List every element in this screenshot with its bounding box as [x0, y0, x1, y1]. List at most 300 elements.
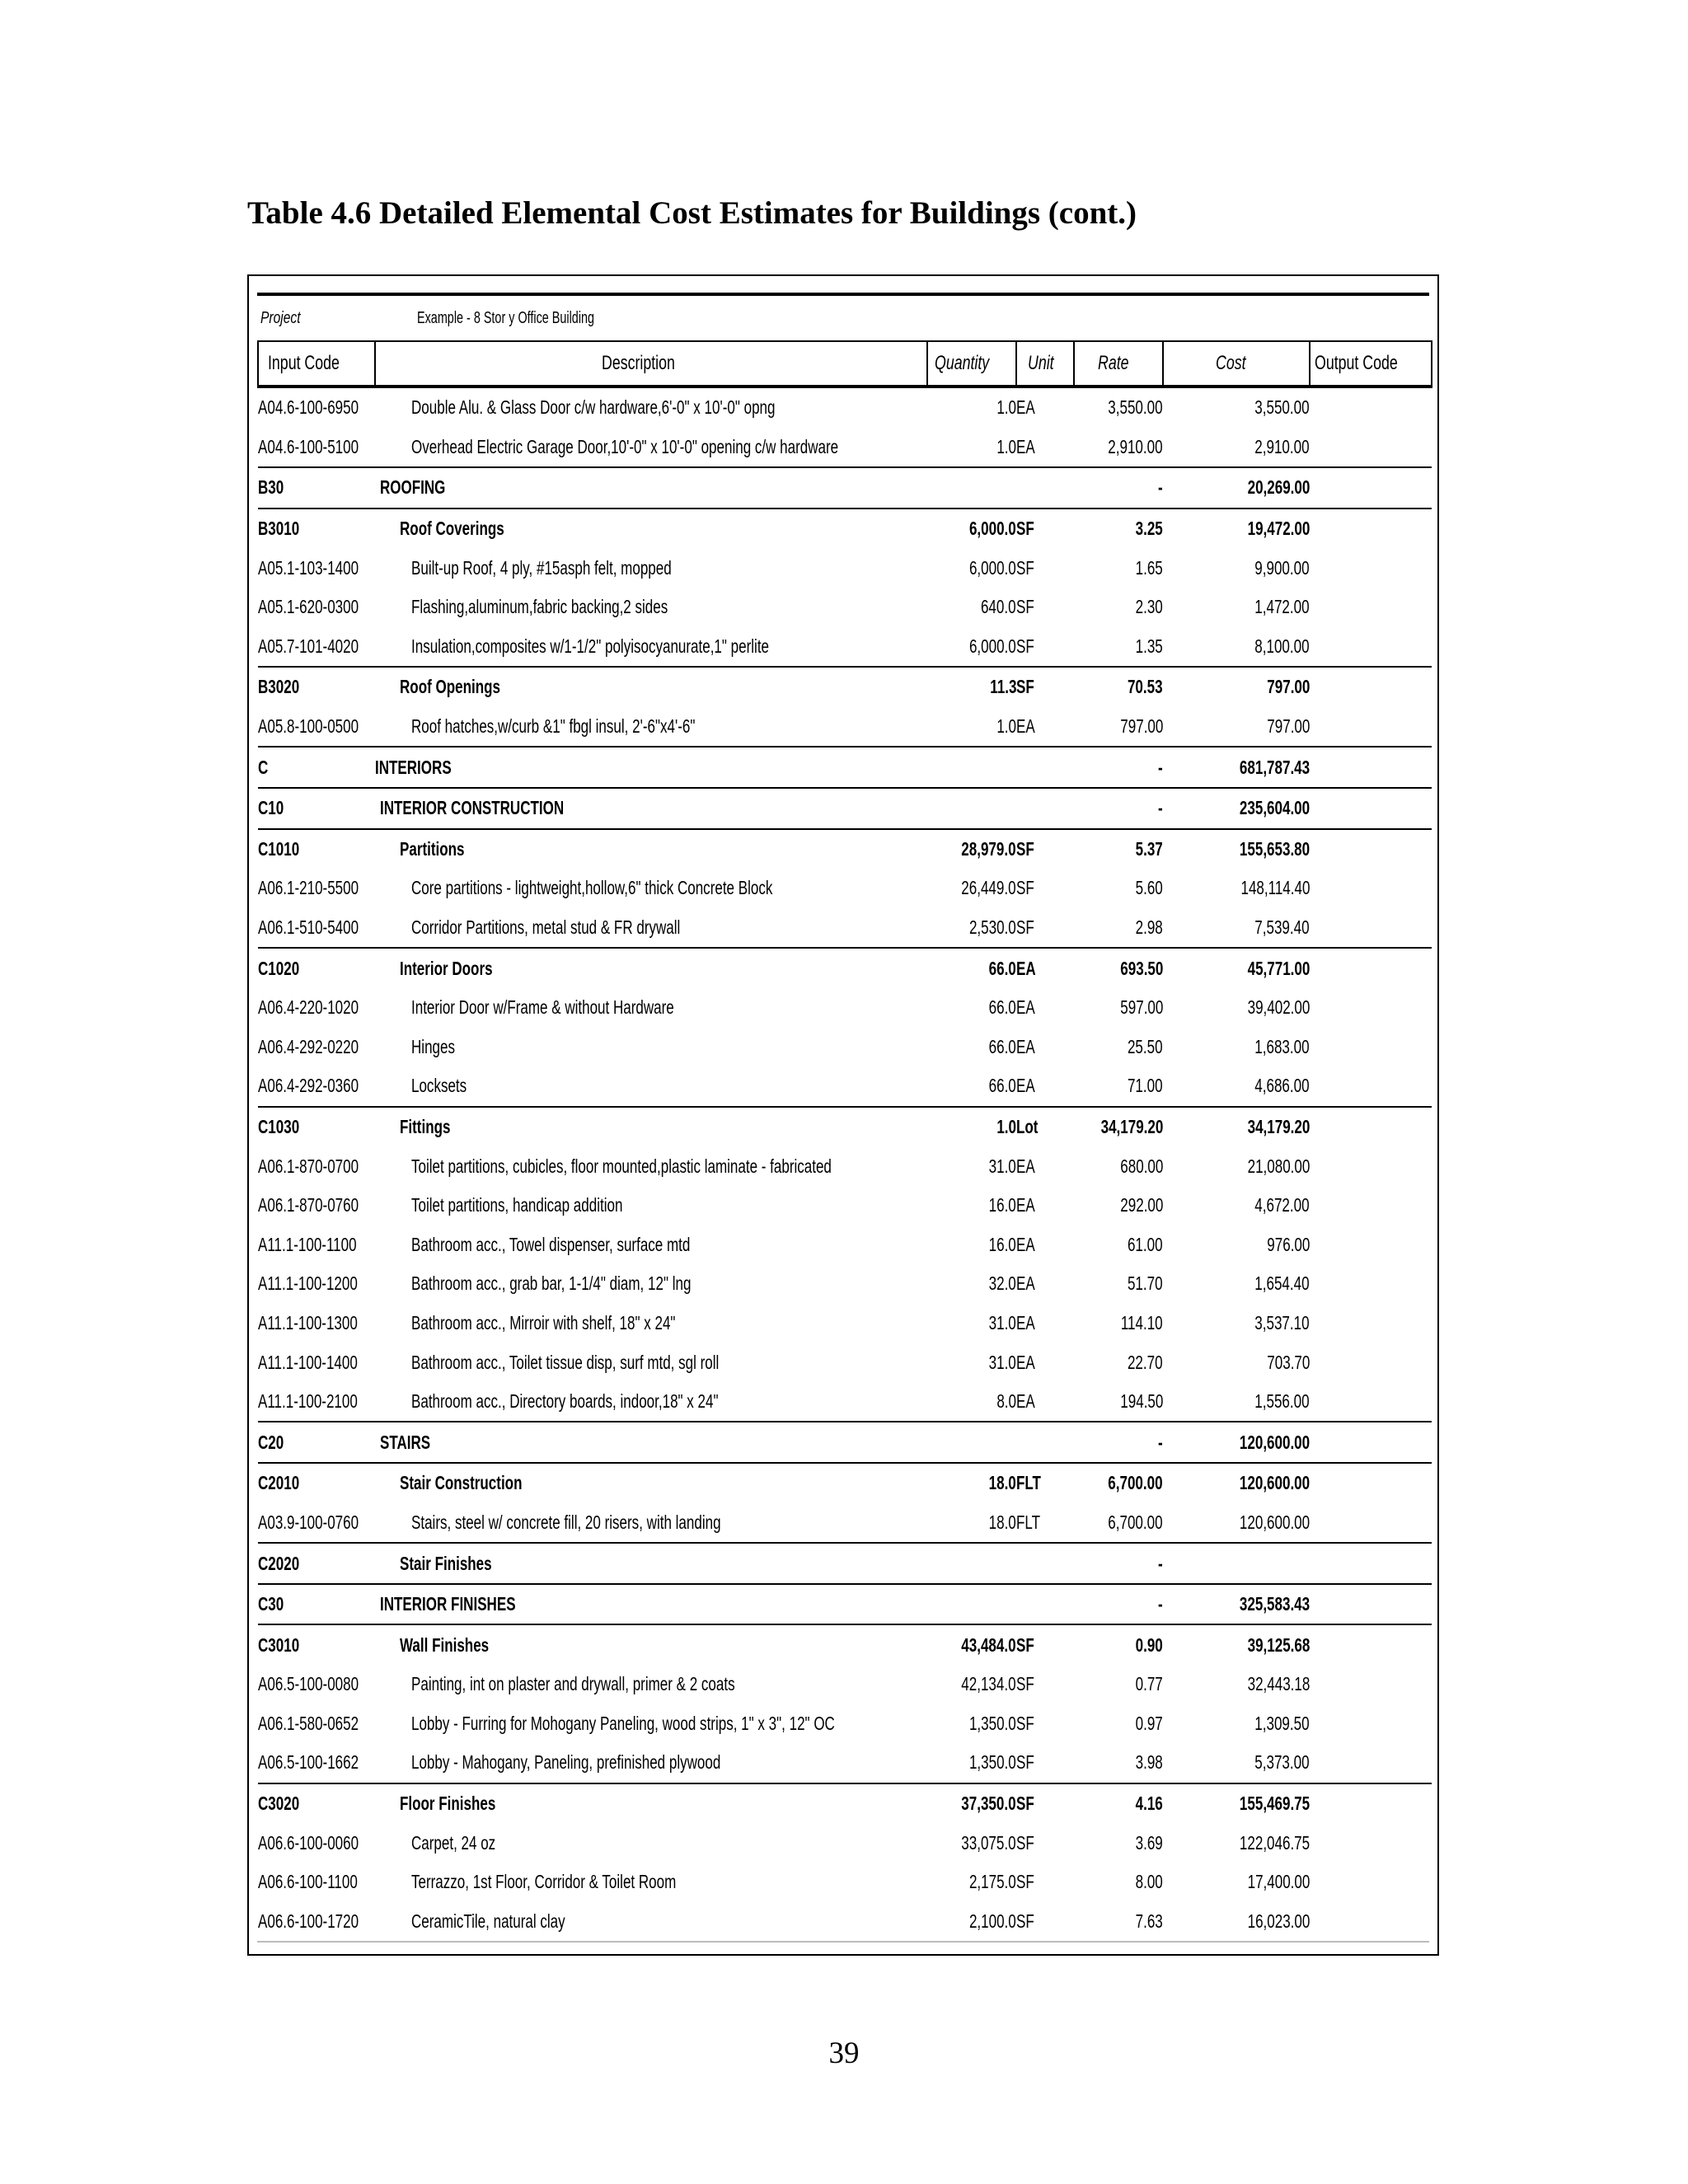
rate-cell: 3.69 — [1135, 1831, 1163, 1854]
rate-cell: 693.50 — [1074, 948, 1163, 988]
quantity-cell: 43,484.0 — [927, 1624, 1016, 1665]
cost-cell: 34,179.20 — [1163, 1107, 1310, 1147]
cost-cell: 19,472.00 — [1163, 509, 1310, 549]
input-code-cell: A06.5-100-0080 — [258, 1673, 359, 1695]
subgroup-row — [258, 1783, 1432, 1824]
cost-cell: 1,309.50 — [1254, 1712, 1310, 1734]
unit-cell — [1016, 788, 1074, 829]
cost-cell: 797.00 — [1163, 667, 1310, 707]
input-code-cell: C2020 — [258, 1543, 375, 1584]
cost-cell: 235,604.00 — [1163, 788, 1310, 829]
cost-cell: 4,672.00 — [1254, 1194, 1310, 1216]
cost-cell: 32,443.18 — [1247, 1673, 1310, 1695]
cost-cell: 1,556.00 — [1254, 1390, 1310, 1413]
input-code-cell: A06.6-100-0060 — [258, 1831, 359, 1854]
quantity-cell: 31.0 — [988, 1351, 1016, 1373]
output-code-cell — [1310, 1863, 1432, 1902]
description-cell: Painting, int on plaster and drywall, primer & 2 coats — [411, 1673, 735, 1695]
input-code-cell: A03.9-100-0760 — [258, 1511, 359, 1533]
unit-cell: SF — [1016, 1871, 1034, 1893]
rate-cell: 6,700.00 — [1108, 1511, 1163, 1533]
quantity-cell: 66.0 — [927, 948, 1016, 988]
rate-cell: 797.00 — [1119, 715, 1163, 738]
unit-cell: EA — [1016, 948, 1074, 988]
table-row — [258, 1343, 1432, 1382]
rate-cell: 1.65 — [1135, 556, 1163, 579]
rate-cell: 3,550.00 — [1108, 396, 1163, 419]
cost-cell: 155,653.80 — [1163, 829, 1310, 869]
description-cell: INTERIORS — [375, 747, 927, 788]
input-code-cell: A11.1-100-1100 — [258, 1233, 357, 1255]
unit-cell: EA — [1016, 996, 1035, 1019]
rate-cell: 1.35 — [1135, 635, 1163, 657]
quantity-cell: 6,000.0 — [927, 509, 1016, 549]
table-row — [258, 908, 1432, 949]
rate-cell: 0.97 — [1135, 1712, 1163, 1734]
input-code-cell: A05.1-103-1400 — [258, 556, 359, 579]
quantity-cell — [927, 788, 1016, 829]
output-code-cell — [1310, 988, 1432, 1028]
cost-cell: 122,046.75 — [1239, 1831, 1310, 1854]
unit-cell: EA — [1016, 715, 1035, 738]
input-code-cell: A06.1-870-0760 — [258, 1194, 359, 1216]
output-code-cell — [1310, 1743, 1432, 1783]
description-cell: Lobby - Furring for Mohogany Paneling, wood strips, 1" x 3", 12" OC — [411, 1712, 835, 1734]
table-row — [258, 1186, 1432, 1226]
rate-cell: 0.77 — [1135, 1673, 1163, 1695]
unit-cell — [1016, 1543, 1074, 1584]
unit-cell: Lot — [1016, 1107, 1074, 1147]
output-code-cell — [1310, 1422, 1432, 1463]
cost-cell: 7,539.40 — [1254, 916, 1310, 939]
unit-cell: EA — [1016, 435, 1035, 457]
table-row — [258, 1028, 1432, 1067]
subgroup-row — [258, 1624, 1432, 1665]
unit-cell: SF — [1016, 1831, 1034, 1854]
output-code-cell — [1310, 1543, 1432, 1584]
output-code-cell — [1310, 1382, 1432, 1422]
subgroup-row — [258, 509, 1432, 549]
unit-cell: SF — [1016, 635, 1034, 657]
input-code-cell: A06.1-870-0700 — [258, 1155, 359, 1177]
description-cell: INTERIOR CONSTRUCTION — [375, 788, 927, 829]
unit-cell: EA — [1016, 1233, 1035, 1255]
table-row — [258, 1146, 1432, 1186]
quantity-cell: 1.0 — [996, 396, 1016, 419]
description-cell: Double Alu. & Glass Door c/w hardware,6'-0" x 10'-0" opng — [411, 396, 776, 419]
cost-cell: 120,600.00 — [1239, 1511, 1310, 1533]
table-row — [258, 428, 1432, 468]
quantity-cell: 66.0 — [988, 996, 1016, 1019]
input-code-cell: C — [258, 747, 375, 788]
output-code-cell — [1310, 627, 1432, 668]
input-code-cell: A05.1-620-0300 — [258, 596, 359, 618]
description-cell: Stairs, steel w/ concrete fill, 20 risers, with landing — [411, 1511, 721, 1533]
quantity-cell: 33,075.0 — [961, 1831, 1016, 1854]
unit-cell: SF — [1016, 829, 1074, 869]
unit-cell: EA — [1016, 1035, 1035, 1057]
rate-cell: 7.63 — [1135, 1910, 1163, 1932]
input-code-cell: A11.1-100-1300 — [258, 1311, 358, 1333]
rate-cell: - — [1074, 467, 1163, 509]
quantity-cell: 2,530.0 — [969, 916, 1016, 939]
group-row — [258, 747, 1432, 788]
table-row — [258, 1863, 1432, 1902]
description-cell: Stair Construction — [375, 1463, 927, 1503]
unit-cell: SF — [1016, 1751, 1034, 1774]
input-code-cell: C3010 — [258, 1624, 375, 1665]
page-number: 39 — [828, 2036, 860, 2070]
cost-cell: 797.00 — [1266, 715, 1310, 738]
cost-estimate-table — [257, 340, 1432, 1941]
description-cell: Bathroom acc., grab bar, 1-1/4" diam, 12" lng — [411, 1272, 692, 1295]
description-cell: ROOFING — [375, 467, 927, 509]
description-cell: Roof Openings — [375, 667, 927, 707]
output-code-cell — [1310, 869, 1432, 908]
unit-cell — [1016, 1422, 1074, 1463]
quantity-cell: 1.0 — [996, 715, 1016, 738]
unit-cell: EA — [1016, 1351, 1035, 1373]
output-code-cell — [1310, 1902, 1432, 1942]
input-code-cell: A11.1-100-1200 — [258, 1272, 358, 1295]
description-cell: Roof hatches,w/curb &1" fbgl insul, 2'-6"x4'-6" — [411, 715, 696, 738]
cost-cell: 3,550.00 — [1254, 396, 1310, 419]
quantity-cell: 37,350.0 — [927, 1783, 1016, 1824]
table-row — [258, 1264, 1432, 1304]
col-header-unit: Unit — [1016, 341, 1074, 387]
cost-cell: 8,100.00 — [1254, 635, 1310, 657]
table-row — [258, 988, 1432, 1028]
description-cell: Built-up Roof, 4 ply, #15asph felt, mopped — [411, 556, 672, 579]
cost-cell: 3,537.10 — [1254, 1311, 1310, 1333]
unit-cell: FLT — [1016, 1463, 1074, 1503]
cost-cell: 9,900.00 — [1254, 556, 1310, 579]
project-value: Example - 8 Stor y Office Building — [417, 309, 595, 327]
input-code-cell: B3010 — [258, 509, 375, 549]
input-code-cell: C20 — [258, 1422, 375, 1463]
cost-cell: 1,683.00 — [1254, 1035, 1310, 1057]
table-header-row — [258, 341, 1432, 387]
unit-cell: SF — [1016, 509, 1074, 549]
output-code-cell — [1310, 747, 1432, 788]
input-code-cell: A06.5-100-1662 — [258, 1751, 359, 1774]
cost-cell: 148,114.40 — [1240, 877, 1310, 899]
rate-cell: 4.16 — [1074, 1783, 1163, 1824]
quantity-cell: 1,350.0 — [969, 1712, 1016, 1734]
quantity-cell: 1,350.0 — [969, 1751, 1016, 1774]
description-cell: Interior Doors — [375, 948, 927, 988]
description-cell: Locksets — [411, 1075, 467, 1097]
output-code-cell — [1310, 467, 1432, 509]
table-frame — [247, 274, 1439, 1956]
table-row — [258, 387, 1432, 428]
col-header-output-code: Output Code — [1310, 341, 1432, 387]
input-code-cell: B3020 — [258, 667, 375, 707]
group-row — [258, 1584, 1432, 1625]
unit-cell: SF — [1016, 1910, 1034, 1932]
table-row — [258, 1665, 1432, 1704]
quantity-cell: 28,979.0 — [927, 829, 1016, 869]
col-header-description: Description — [375, 341, 927, 387]
subgroup-row — [258, 1107, 1432, 1147]
output-code-cell — [1310, 1028, 1432, 1067]
output-code-cell — [1310, 1304, 1432, 1343]
subgroup-row — [258, 829, 1432, 869]
table-row — [258, 1382, 1432, 1422]
subgroup-row — [258, 1543, 1432, 1584]
table-row — [258, 1823, 1432, 1863]
unit-cell — [1016, 747, 1074, 788]
quantity-cell: 66.0 — [988, 1035, 1016, 1057]
rate-cell: 680.00 — [1119, 1155, 1163, 1177]
cost-cell: 39,402.00 — [1247, 996, 1310, 1019]
input-code-cell: C1030 — [258, 1107, 375, 1147]
cost-cell: 21,080.00 — [1247, 1155, 1310, 1177]
description-cell: Toilet partitions, handicap addition — [411, 1194, 623, 1216]
quantity-cell: 31.0 — [988, 1311, 1016, 1333]
rate-cell: - — [1074, 1422, 1163, 1463]
description-cell: Toilet partitions, cubicles, floor mounted,plastic laminate - fabricated — [411, 1155, 832, 1177]
description-cell: Core partitions - lightweight,hollow,6" thick Concrete Block — [411, 877, 773, 899]
quantity-cell: 66.0 — [988, 1075, 1016, 1097]
input-code-cell: A04.6-100-5100 — [258, 435, 359, 457]
cost-cell: 17,400.00 — [1247, 1871, 1310, 1893]
subgroup-row — [258, 948, 1432, 988]
quantity-cell: 18.0 — [927, 1463, 1016, 1503]
output-code-cell — [1310, 1823, 1432, 1863]
table-row — [258, 1902, 1432, 1942]
input-code-cell: A06.1-210-5500 — [258, 877, 359, 899]
input-code-cell: C10 — [258, 788, 375, 829]
description-cell: Bathroom acc., Mirroir with shelf, 18" x 24" — [411, 1311, 676, 1333]
output-code-cell — [1310, 1783, 1432, 1824]
unit-cell: EA — [1016, 1194, 1035, 1216]
table-row — [258, 1503, 1432, 1544]
input-code-cell: C1020 — [258, 948, 375, 988]
quantity-cell: 6,000.0 — [969, 556, 1016, 579]
col-header-quantity: Quantity — [927, 341, 1016, 387]
input-code-cell: A11.1-100-2100 — [258, 1390, 358, 1413]
rate-cell: 22.70 — [1128, 1351, 1163, 1373]
output-code-cell — [1310, 1146, 1432, 1186]
input-code-cell: A06.1-580-0652 — [258, 1712, 359, 1734]
output-code-cell — [1310, 948, 1432, 988]
rate-cell: 2.30 — [1135, 596, 1163, 618]
input-code-cell: C30 — [258, 1584, 375, 1625]
output-code-cell — [1310, 908, 1432, 949]
table-row — [258, 1066, 1432, 1107]
table-row — [258, 588, 1432, 627]
output-code-cell — [1310, 1503, 1432, 1544]
input-code-cell: A04.6-100-6950 — [258, 396, 359, 419]
rate-cell: 5.60 — [1135, 877, 1163, 899]
rate-cell: - — [1074, 788, 1163, 829]
cost-cell: 45,771.00 — [1163, 948, 1310, 988]
unit-cell: SF — [1016, 1783, 1074, 1824]
rate-cell: 70.53 — [1074, 667, 1163, 707]
rate-cell: 8.00 — [1135, 1871, 1163, 1893]
input-code-cell: A06.4-292-0220 — [258, 1035, 359, 1057]
output-code-cell — [1310, 1107, 1432, 1147]
rate-cell: - — [1074, 1584, 1163, 1625]
rate-cell: 2.98 — [1135, 916, 1163, 939]
table-row — [258, 1304, 1432, 1343]
cost-cell: 39,125.68 — [1163, 1624, 1310, 1665]
output-code-cell — [1310, 1225, 1432, 1264]
rate-cell: 3.98 — [1135, 1751, 1163, 1774]
quantity-cell: 2,100.0 — [969, 1910, 1016, 1932]
output-code-cell — [1310, 1584, 1432, 1625]
table-row — [258, 1743, 1432, 1783]
input-code-cell: C1010 — [258, 829, 375, 869]
quantity-cell: 6,000.0 — [969, 635, 1016, 657]
quantity-cell: 11.3 — [927, 667, 1016, 707]
rate-cell: 0.90 — [1074, 1624, 1163, 1665]
cost-cell: 325,583.43 — [1163, 1584, 1310, 1625]
cost-cell: 120,600.00 — [1163, 1463, 1310, 1503]
quantity-cell: 42,134.0 — [961, 1673, 1016, 1695]
cost-cell: 16,023.00 — [1247, 1910, 1310, 1932]
input-code-cell: A06.4-292-0360 — [258, 1075, 359, 1097]
description-cell: Overhead Electric Garage Door,10'-0" x 10'-0" opening c/w hardware — [411, 435, 839, 457]
unit-cell: SF — [1016, 1673, 1034, 1695]
rate-cell: 51.70 — [1128, 1272, 1163, 1295]
unit-cell: EA — [1016, 1272, 1035, 1295]
cost-cell — [1163, 1543, 1310, 1584]
subgroup-row — [258, 667, 1432, 707]
output-code-cell — [1310, 1066, 1432, 1107]
cost-cell: 1,654.40 — [1254, 1272, 1310, 1295]
unit-cell — [1016, 467, 1074, 509]
rate-cell: 6,700.00 — [1074, 1463, 1163, 1503]
quantity-cell — [927, 1543, 1016, 1584]
rate-cell: 597.00 — [1119, 996, 1163, 1019]
rate-cell: 61.00 — [1128, 1233, 1163, 1255]
description-cell: Terrazzo, 1st Floor, Corridor & Toilet Room — [411, 1871, 677, 1893]
quantity-cell: 16.0 — [988, 1233, 1016, 1255]
input-code-cell: A06.6-100-1100 — [258, 1871, 358, 1893]
output-code-cell — [1310, 1665, 1432, 1704]
subgroup-row — [258, 1463, 1432, 1503]
input-code-cell: A06.6-100-1720 — [258, 1910, 359, 1932]
unit-cell: EA — [1016, 1075, 1035, 1097]
description-cell: Fittings — [375, 1107, 927, 1147]
rate-cell: 34,179.20 — [1074, 1107, 1163, 1147]
input-code-cell: B30 — [258, 467, 375, 509]
description-cell: INTERIOR FINISHES — [375, 1584, 927, 1625]
quantity-cell — [927, 1422, 1016, 1463]
rate-cell: 194.50 — [1119, 1390, 1163, 1413]
output-code-cell — [1310, 829, 1432, 869]
group-row — [258, 788, 1432, 829]
table-row — [258, 1704, 1432, 1744]
output-code-cell — [1310, 1463, 1432, 1503]
unit-cell: EA — [1016, 1155, 1035, 1177]
description-cell: Insulation,composites w/1-1/2" polyisocyanurate,1" perlite — [411, 635, 770, 657]
unit-cell: SF — [1016, 877, 1034, 899]
description-cell: Interior Door w/Frame & without Hardware — [411, 996, 674, 1019]
table-row — [258, 548, 1432, 588]
description-cell: CeramicTile, natural clay — [411, 1910, 565, 1932]
project-row — [260, 309, 1414, 334]
bottom-rule — [257, 1941, 1429, 1943]
description-cell: Bathroom acc., Directory boards, indoor,18" x 24" — [411, 1390, 719, 1413]
rate-cell: 5.37 — [1074, 829, 1163, 869]
quantity-cell: 31.0 — [988, 1155, 1016, 1177]
table-row — [258, 869, 1432, 908]
output-code-cell — [1310, 428, 1432, 468]
col-header-input-code: Input Code — [258, 341, 375, 387]
cost-cell: 120,600.00 — [1163, 1422, 1310, 1463]
output-code-cell — [1310, 667, 1432, 707]
unit-cell: EA — [1016, 1390, 1035, 1413]
description-cell: Bathroom acc., Toilet tissue disp, surf mtd, sgl roll — [411, 1351, 720, 1373]
cost-cell: 20,269.00 — [1163, 467, 1310, 509]
description-cell: Hinges — [411, 1035, 455, 1057]
quantity-cell: 8.0 — [996, 1390, 1016, 1413]
quantity-cell: 32.0 — [988, 1272, 1016, 1295]
quantity-cell: 26,449.0 — [961, 877, 1016, 899]
input-code-cell: A06.4-220-1020 — [258, 996, 359, 1019]
input-code-cell: C2010 — [258, 1463, 375, 1503]
rate-cell: 114.10 — [1121, 1311, 1163, 1333]
input-code-cell: C3020 — [258, 1783, 375, 1824]
group-row — [258, 467, 1432, 509]
top-rule — [257, 293, 1429, 296]
description-cell: Bathroom acc., Towel dispenser, surface mtd — [411, 1233, 691, 1255]
description-cell: Flashing,aluminum,fabric backing,2 sides — [411, 596, 668, 618]
cost-cell: 155,469.75 — [1163, 1783, 1310, 1824]
description-cell: STAIRS — [375, 1422, 927, 1463]
cost-cell: 5,373.00 — [1254, 1751, 1310, 1774]
rate-cell: 3.25 — [1074, 509, 1163, 549]
unit-cell: SF — [1016, 596, 1034, 618]
output-code-cell — [1310, 1343, 1432, 1382]
table-row — [258, 627, 1432, 668]
description-cell: Carpet, 24 oz — [411, 1831, 496, 1854]
unit-cell: EA — [1016, 396, 1035, 419]
description-cell: Partitions — [375, 829, 927, 869]
rate-cell: 292.00 — [1119, 1194, 1163, 1216]
cost-cell: 2,910.00 — [1254, 435, 1310, 457]
quantity-cell — [927, 747, 1016, 788]
col-header-cost: Cost — [1163, 341, 1310, 387]
page-title: Table 4.6 Detailed Elemental Cost Estimates for Buildings (cont.) — [247, 195, 1137, 231]
output-code-cell — [1310, 1186, 1432, 1226]
cost-cell: 976.00 — [1266, 1233, 1310, 1255]
input-code-cell: A05.7-101-4020 — [258, 635, 359, 657]
description-cell: Corridor Partitions, metal stud & FR drywall — [411, 916, 681, 939]
input-code-cell: A11.1-100-1400 — [258, 1351, 358, 1373]
description-cell: Stair Finishes — [375, 1543, 927, 1584]
description-cell: Roof Coverings — [375, 509, 927, 549]
col-header-rate: Rate — [1074, 341, 1163, 387]
description-cell: Lobby - Mahogany, Paneling, prefinished plywood — [411, 1751, 721, 1774]
group-row — [258, 1422, 1432, 1463]
quantity-cell: 16.0 — [988, 1194, 1016, 1216]
unit-cell: SF — [1016, 667, 1074, 707]
table-row — [258, 707, 1432, 748]
quantity-cell — [927, 1584, 1016, 1625]
output-code-cell — [1310, 588, 1432, 627]
unit-cell: SF — [1016, 1712, 1034, 1734]
description-cell: Wall Finishes — [375, 1624, 927, 1665]
quantity-cell: 1.0 — [927, 1107, 1016, 1147]
cost-cell: 1,472.00 — [1254, 596, 1310, 618]
description-cell: Floor Finishes — [375, 1783, 927, 1824]
unit-cell: SF — [1016, 1624, 1074, 1665]
cost-cell: 4,686.00 — [1254, 1075, 1310, 1097]
